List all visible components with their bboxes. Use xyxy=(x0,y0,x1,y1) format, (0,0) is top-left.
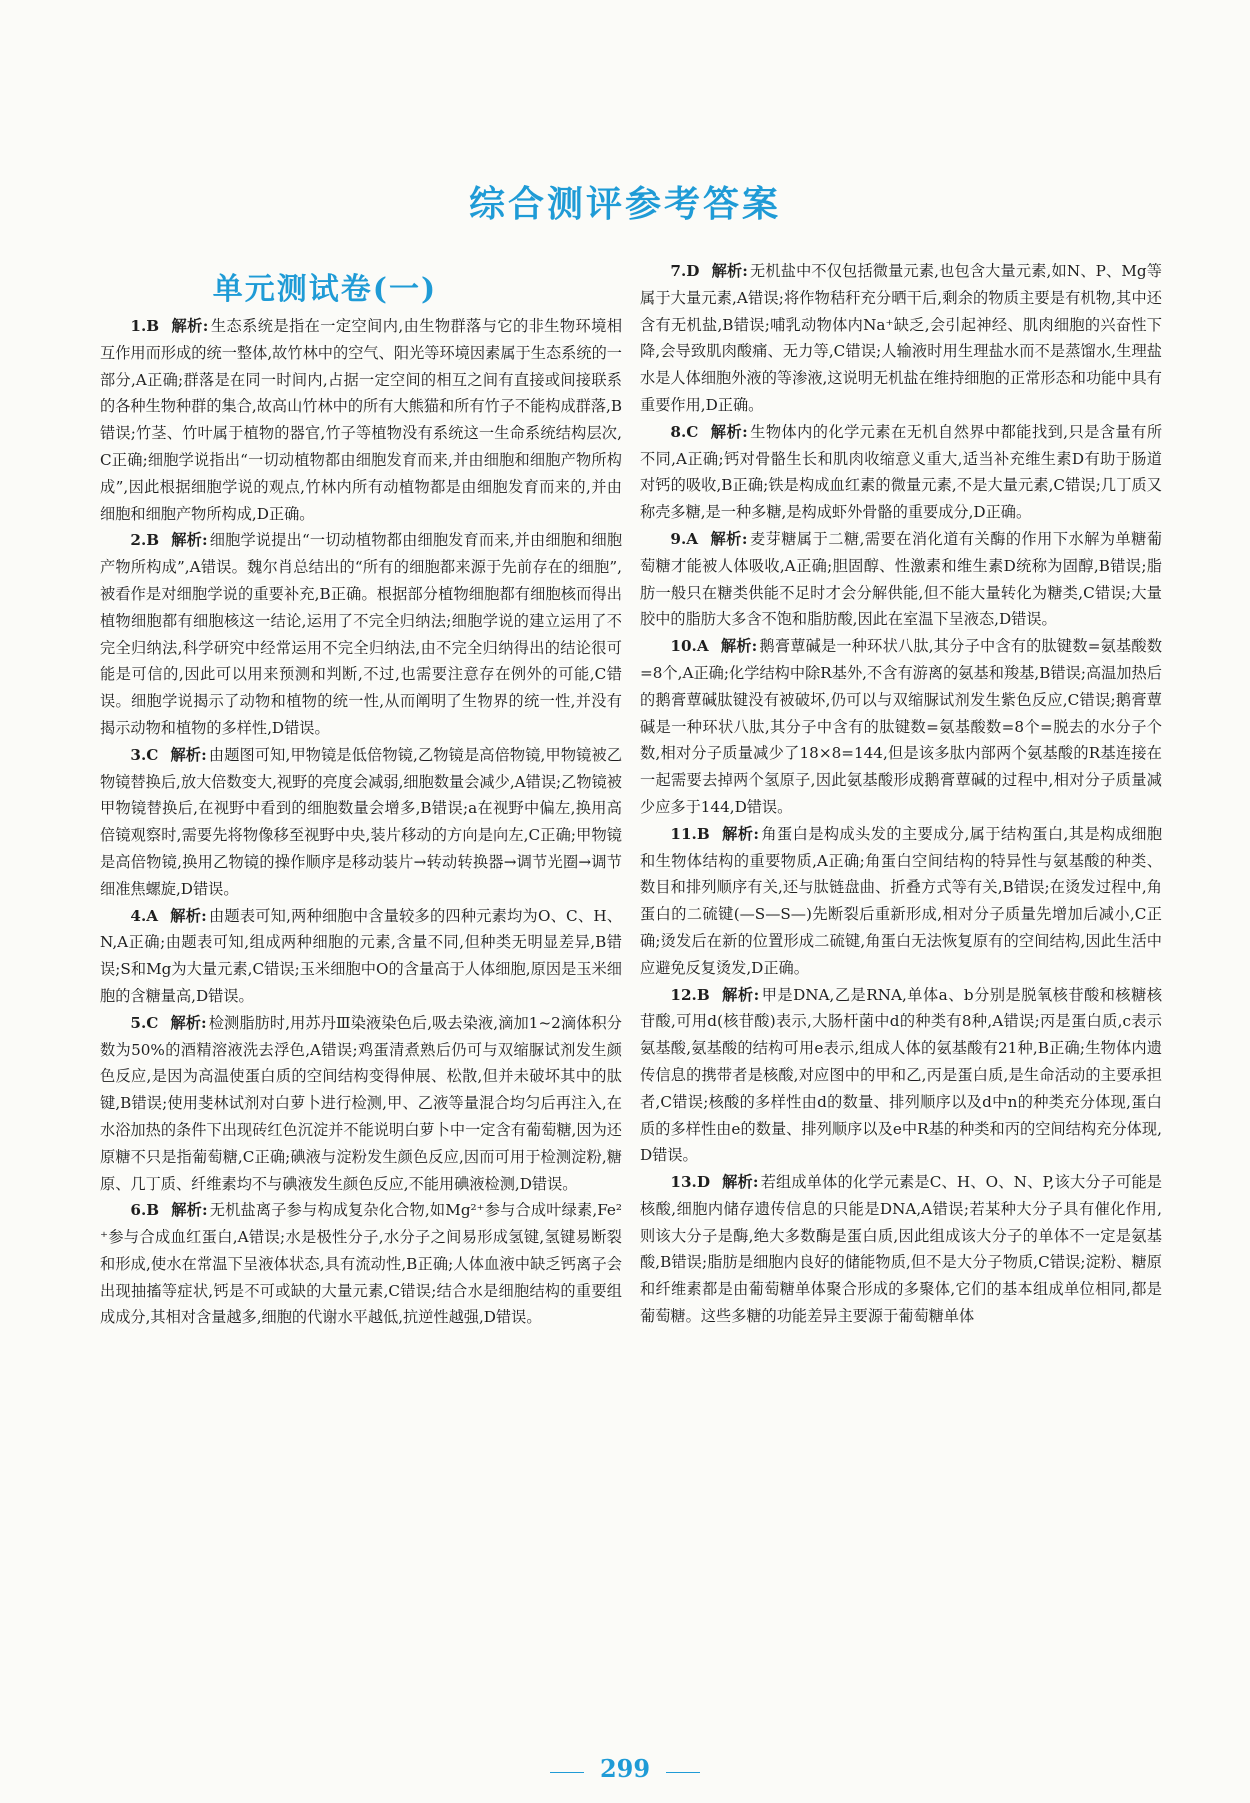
analysis-text: 由题表可知,两种细胞中含量较多的四种元素均为O、C、H、N,A正确;由题表可知,组成两种细胞的元素,含量不同,但种类无明显差异,B错误;S和Mg为大量元素,C错误;玉米细胞中O的含量高于人体细胞,原因是玉米细胞的含糖量高,D错误。 xyxy=(100,906,622,1005)
right-column xyxy=(640,258,1162,1330)
analysis-text: 无机盐中不仅包括微量元素,也包含大量元素,如N、P、Mg等属于大量元素,A错误;将作物秸秆充分晒干后,剩余的物质主要是有机物,其中还含有无机盐,B错误;哺乳动物体内Na⁺缺乏,会引起神经、肌肉细胞的兴奋性下降,会导致肌肉酸痛、无力等,C错误;人输液时用生理盐水而不是蒸馏水,生理盐水是人体细胞外液的等渗液,这说明无机盐在维持细胞的正常形态和功能中具有重要作用,D正确。 xyxy=(640,262,1162,414)
question-number: 4. xyxy=(130,906,147,925)
answer-entry xyxy=(100,903,622,1010)
question-number: 7. xyxy=(670,262,687,280)
answer-choice: C xyxy=(146,745,159,764)
analysis-label: 解析: xyxy=(170,745,207,764)
analysis-text: 麦芽糖属于二糖,需要在消化道有关酶的作用下水解为单糖葡萄糖才能被人体吸收,A正确;胆固醇、性激素和维生素D统称为固醇,B错误;脂肪一般只在糖类供能不足时才会分解供能,但不能大量转化为糖类,C错误;大量胶中的脂肪大多含不饱和脂肪酸,因此在室温下呈液态,D错误。 xyxy=(640,529,1163,629)
section-title: 单元测试卷(一) xyxy=(212,272,438,307)
analysis-label: 解析: xyxy=(721,985,760,1004)
answer-choice: B xyxy=(146,1201,160,1220)
answer-choice: B xyxy=(696,985,710,1004)
question-number: 10. xyxy=(670,637,697,656)
analysis-label: 解析: xyxy=(720,637,758,656)
answer-entry xyxy=(640,633,1162,821)
question-number: 8. xyxy=(670,422,687,441)
answer-choice: A xyxy=(146,906,159,925)
analysis-label: 解析: xyxy=(171,317,209,335)
answer-choice: D xyxy=(686,262,700,280)
answer-entry xyxy=(640,419,1162,526)
analysis-text: 检测脂肪时,用苏丹Ⅲ染液染色后,吸去染液,滴加1~2滴体积分数为50%的酒精溶液洗去浮色,A错误;鸡蛋清煮熟后仍可与双缩脲试剂发生颜色反应,是因为高温使蛋白质的空间结构变得伸展、松散,但并未破坏其中的肽键,B错误;使用斐林试剂对白萝卜进行检测,甲、乙液等量混合均匀后再注入,在水浴加热的条件下出现砖红色沉淀并不能说明白萝卜中一定含有葡萄糖,因为还原糖不只是指葡萄糖,C正确;碘液与淀粉发生颜色反应,因而可用于检测淀粉,糖原、几丁质、纤维素均不与碘液发生颜色反应,不能用碘液检测,D错误。 xyxy=(100,1013,622,1193)
analysis-label: 解析: xyxy=(710,422,748,441)
analysis-label: 解析: xyxy=(711,262,748,280)
question-number: 13. xyxy=(670,1173,697,1192)
analysis-text: 生态系统是指在一定空间内,由生物群落与它的非生物环境相互作用而形成的统一整体,故竹林中的空气、阳光等环境因素属于生态系统的一部分,A正确;群落是在同一时间内,占据一定空间的相互之间有直接或间接联系的各种生物种群的集合,故高山竹林中的所有大熊猫和所有竹子不能构成群落,B错误;竹茎、竹叶属于植物的器官,竹子等植物没有系统这一生命系统结构层次,C正确;细胞学说指出“一切动植物都由细胞发育而来,并由细胞和细胞产物所构成”,因此根据细胞学说的观点,竹林内所有动植物都是由细胞发育而来的,并由细胞和细胞产物所构成,D正确。 xyxy=(100,317,623,523)
question-number: 9. xyxy=(670,529,687,548)
question-number: 3. xyxy=(130,745,147,764)
answer-choice: D xyxy=(696,1173,710,1192)
analysis-label: 解析: xyxy=(722,1173,759,1192)
analysis-label: 解析: xyxy=(721,824,759,843)
analysis-label: 解析: xyxy=(170,906,207,925)
answer-choice: A xyxy=(696,637,709,656)
answer-entry xyxy=(100,1010,622,1198)
answer-choice: A xyxy=(686,529,699,548)
analysis-text: 生物体内的化学元素在无机自然界中都能找到,只是含量有所不同,A正确;钙对骨骼生长和肌肉收缩意义重大,适当补充维生素D有助于肠道对钙的吸收,B正确;铁是构成血红素的微量元素,不是大量元素,C错误;几丁质又称壳多糖,是一种多糖,是构成虾外骨骼的重要成分,D正确。 xyxy=(640,422,1163,522)
question-number: 5. xyxy=(130,1013,147,1032)
analysis-text: 若组成单体的化学元素是C、H、O、N、P,该大分子可能是核酸,细胞内储存遗传信息的只能是DNA,A错误;若某种大分子具有催化作用,则该大分子是酶,绝大多数酶是蛋白质,因此组成该大分子的单体不一定是氨基酸,B错误;脂肪是细胞内良好的储能物质,但不是大分子物质,C错误;淀粉、糖原和纤维素都是由葡萄糖单体聚合形成的多聚体,它们的基本组成单位相同,都是葡萄糖。这些多糖的功能差异主要源于葡萄糖单体 xyxy=(640,1173,1162,1326)
answer-choice: B xyxy=(696,824,710,843)
answer-entry xyxy=(640,821,1162,982)
analysis-text: 角蛋白是构成头发的主要成分,属于结构蛋白,其是构成细胞和生物体结构的重要物质,A正确;角蛋白空间结构的特异性与氨基酸的种类、数目和排列顺序有关,还与肽链盘曲、折叠方式等有关,B错误;在烫发过程中,角蛋白的二硫键(—S—S—)先断裂后重新形成,相对分子质量先增加后减小,C正确;烫发后在新的位置形成二硫键,角蛋白无法恢复原有的空间结构,因此生活中应避免反复烫发,D正确。 xyxy=(640,824,1163,977)
question-number: 6. xyxy=(130,1201,147,1220)
analysis-text: 鹅膏蕈碱是一种环状八肽,其分子中含有的肽键数=氨基酸数=8个,A正确;化学结构中除R基外,不含有游离的氨基和羧基,B错误;高温加热后的鹅膏蕈碱肽键没有被破坏,仍可以与双缩脲试剂发生紫色反应,C错误;鹅膏蕈碱是一种环状八肽,其分子中含有的肽键数=氨基酸数=8个=脱去的水分子个数,相对分子质量减少了18×8=144,但是该多肽内部两个氨基酸的R基连接在一起需要去掉两个氢原子,因此氨基酸形成鹅膏蕈碱的过程中,相对分子质量减少应多于144,D错误。 xyxy=(640,637,1163,816)
question-number: 12. xyxy=(670,985,697,1004)
answer-entry xyxy=(100,1197,622,1331)
page-number-rule xyxy=(666,1772,700,1773)
analysis-label: 解析: xyxy=(171,1201,208,1220)
analysis-text: 无机盐离子参与构成复杂化合物,如Mg²⁺参与合成叶绿素,Fe²⁺参与合成血红蛋白,A错误;水是极性分子,水分子之间易形成氢键,氢键易断裂和形成,使水在常温下呈液体状态,具有流动性,B正确;人体血液中缺乏钙离子会出现抽搐等症状,钙是不可或缺的大量元素,C错误;结合水是细胞结构的重要组成成分,其相对含量越多,细胞的代谢水平越低,抗逆性越强,D错误。 xyxy=(100,1201,622,1327)
answer-choice: B xyxy=(146,317,160,335)
answer-choice: C xyxy=(146,1013,159,1032)
analysis-label: 解析: xyxy=(710,529,748,548)
left-column xyxy=(100,313,622,1331)
page-number: 299 xyxy=(599,1754,651,1783)
analysis-text: 甲是DNA,乙是RNA,单体a、b分别是脱氧核苷酸和核糖核苷酸,可用d(核苷酸)表示,大肠杆菌中d的种类有8种,A错误;丙是蛋白质,c表示氨基酸,氨基酸的结构可用e表示,组成人体的氨基酸有21种,B正确;生物体内遗传信息的携带者是核酸,对应图中的甲和乙,丙是蛋白质,是生命活动的主要承担者,C错误;核酸的多样性由d的数量、排列顺序以及d中n的种类充分体现,蛋白质的多样性由e的数量、排列顺序以及e中R基的种类和丙的空间结构充分体现,D错误。 xyxy=(640,985,1163,1165)
answer-choice: C xyxy=(686,422,699,441)
page-title: 综合测评参考答案 xyxy=(468,183,781,225)
answer-entry xyxy=(100,313,622,527)
analysis-text: 由题图可知,甲物镜是低倍物镜,乙物镜是高倍物镜,甲物镜被乙物镜替换后,放大倍数变大,视野的亮度会减弱,细胞数量会减少,A错误;乙物镜被甲物镜替换后,在视野中看到的细胞数量会增多,B错误;a在视野中偏左,换用高倍镜观察时,需要先将物像移至视野中央,装片移动的方向是向左,C正确;甲物镜是高倍物镜,换用乙物镜的操作顺序是移动装片→转动转换器→调节光圈→调节细准焦螺旋,D错误。 xyxy=(100,745,623,898)
answer-entry xyxy=(640,258,1162,419)
answer-entry xyxy=(100,742,622,903)
answer-entry xyxy=(640,982,1162,1170)
answer-entry xyxy=(100,527,622,741)
analysis-text: 细胞学说提出“一切动植物都由细胞发育而来,并由细胞和细胞产物所构成”,A错误。魏尔肖总结出的“所有的细胞都来源于先前存在的细胞”,被看作是对细胞学说的重要补充,B正确。根据部分植物细胞都有细胞核而得出植物细胞都有细胞核这一结论,运用了不完全归纳法;细胞学说的建立运用了不完全归纳法,科学研究中经常运用不完全归纳法,由不完全归纳得出的结论很可能是可信的,因此可以用来预测和判断,不过,也需要注意存在例外的可能,C错误。细胞学说揭示了动物和植物的统一性,从而阐明了生物界的统一性,并没有揭示动物和植物的多样性,D错误。 xyxy=(100,531,623,737)
question-number: 11. xyxy=(670,824,697,843)
question-number: 2. xyxy=(130,531,147,550)
question-number: 1. xyxy=(130,317,147,335)
answer-choice: B xyxy=(146,531,160,550)
answer-entry xyxy=(640,1169,1162,1330)
analysis-label: 解析: xyxy=(170,1013,207,1032)
analysis-label: 解析: xyxy=(171,531,208,550)
answer-entry xyxy=(640,526,1162,633)
